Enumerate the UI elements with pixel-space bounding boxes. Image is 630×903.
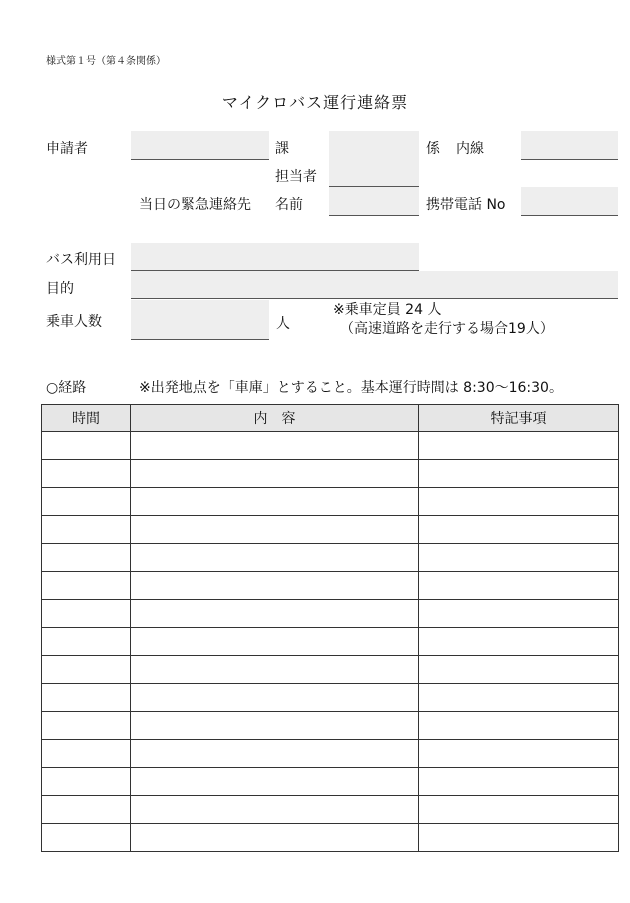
bus-date-field[interactable] <box>131 243 419 271</box>
person-in-charge-label: 担当者 <box>275 169 317 185</box>
content-cell[interactable] <box>131 768 419 796</box>
purpose-field[interactable] <box>131 271 618 299</box>
table-row <box>42 516 619 544</box>
time-cell[interactable] <box>42 544 131 572</box>
route-table-header <box>42 405 619 432</box>
time-cell[interactable] <box>42 768 131 796</box>
table-row <box>42 740 619 768</box>
remarks-cell[interactable] <box>419 460 619 488</box>
content-cell[interactable] <box>131 488 419 516</box>
capacity-note-line1: ※乗車定員 24 人 <box>333 302 442 318</box>
remarks-cell[interactable] <box>419 544 619 572</box>
content-cell[interactable] <box>131 432 419 460</box>
passengers-label: 乗車人数 <box>46 314 102 330</box>
content-cell[interactable] <box>131 656 419 684</box>
content-cell[interactable] <box>131 572 419 600</box>
name-field[interactable] <box>329 187 419 216</box>
content-cell[interactable] <box>131 628 419 656</box>
table-row <box>42 768 619 796</box>
route-heading: ○経路 <box>46 380 87 396</box>
emergency-contact-label: 当日の緊急連絡先 <box>139 197 251 213</box>
table-row <box>42 684 619 712</box>
table-row <box>42 488 619 516</box>
table-row <box>42 712 619 740</box>
content-cell[interactable] <box>131 544 419 572</box>
document-title: マイクロバス運行連絡票 <box>221 93 409 112</box>
name-label: 名前 <box>275 197 303 213</box>
time-cell[interactable] <box>42 600 131 628</box>
time-column-header: 時間 <box>42 405 131 432</box>
time-cell[interactable] <box>42 796 131 824</box>
time-cell[interactable] <box>42 684 131 712</box>
table-row <box>42 656 619 684</box>
extension-field[interactable] <box>521 131 618 160</box>
remarks-cell[interactable] <box>419 768 619 796</box>
content-cell[interactable] <box>131 600 419 628</box>
table-row <box>42 460 619 488</box>
remarks-cell[interactable] <box>419 600 619 628</box>
table-row <box>42 600 619 628</box>
mobile-field[interactable] <box>521 187 618 216</box>
time-cell[interactable] <box>42 740 131 768</box>
content-column-header: 内 容 <box>131 405 419 432</box>
remarks-cell[interactable] <box>419 488 619 516</box>
extension-label: 内線 <box>456 141 484 157</box>
table-row <box>42 572 619 600</box>
applicant-label: 申請者 <box>46 141 88 157</box>
remarks-cell[interactable] <box>419 572 619 600</box>
time-cell[interactable] <box>42 712 131 740</box>
content-cell[interactable] <box>131 460 419 488</box>
person-in-charge-field[interactable] <box>329 159 419 187</box>
bus-date-label: バス利用日 <box>46 252 116 268</box>
purpose-label: 目的 <box>46 281 74 297</box>
content-cell[interactable] <box>131 740 419 768</box>
person-unit-label: 人 <box>276 316 290 332</box>
time-cell[interactable] <box>42 628 131 656</box>
remarks-column-header: 特記事項 <box>419 405 619 432</box>
passengers-field[interactable] <box>131 300 269 340</box>
table-row <box>42 432 619 460</box>
remarks-cell[interactable] <box>419 740 619 768</box>
content-cell[interactable] <box>131 712 419 740</box>
route-table <box>41 404 619 852</box>
time-cell[interactable] <box>42 460 131 488</box>
content-cell[interactable] <box>131 824 419 852</box>
table-row <box>42 628 619 656</box>
remarks-cell[interactable] <box>419 684 619 712</box>
content-cell[interactable] <box>131 516 419 544</box>
content-cell[interactable] <box>131 796 419 824</box>
remarks-cell[interactable] <box>419 656 619 684</box>
time-cell[interactable] <box>42 572 131 600</box>
table-row <box>42 824 619 852</box>
time-cell[interactable] <box>42 432 131 460</box>
time-cell[interactable] <box>42 656 131 684</box>
capacity-note-line2: （高速道路を走行する場合19人） <box>340 321 554 337</box>
time-cell[interactable] <box>42 488 131 516</box>
remarks-cell[interactable] <box>419 796 619 824</box>
content-cell[interactable] <box>131 684 419 712</box>
table-row <box>42 544 619 572</box>
remarks-cell[interactable] <box>419 628 619 656</box>
remarks-cell[interactable] <box>419 712 619 740</box>
route-note: ※出発地点を「車庫」とすること。基本運行時間は 8:30～16:30。 <box>139 380 563 396</box>
time-cell[interactable] <box>42 824 131 852</box>
applicant-field[interactable] <box>131 131 269 160</box>
section-label: 課 <box>275 141 289 157</box>
time-cell[interactable] <box>42 516 131 544</box>
remarks-cell[interactable] <box>419 824 619 852</box>
section-field[interactable] <box>329 131 419 160</box>
table-row <box>42 796 619 824</box>
mobile-label: 携帯電話 No <box>426 197 506 213</box>
remarks-cell[interactable] <box>419 516 619 544</box>
subsection-label: 係 <box>426 141 440 157</box>
form-reference: 様式第１号（第４条関係） <box>46 56 166 67</box>
remarks-cell[interactable] <box>419 432 619 460</box>
